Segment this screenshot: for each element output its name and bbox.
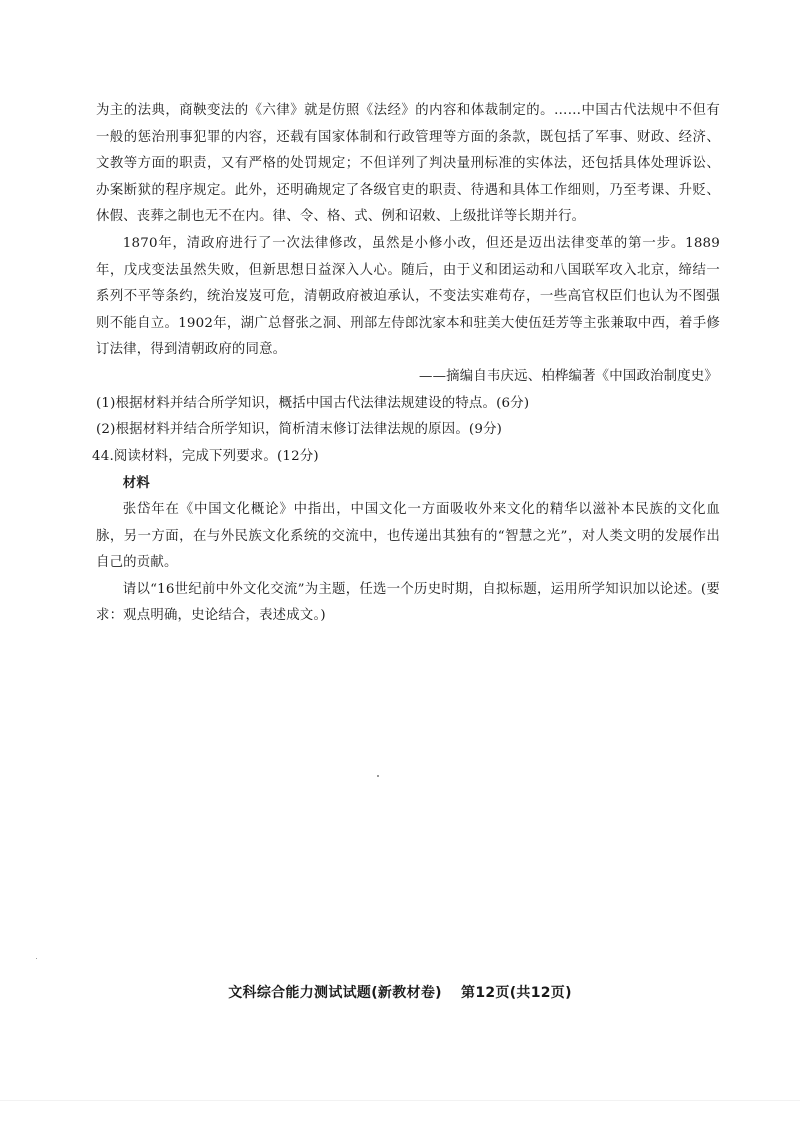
q43-subquestion-2: (2)根据材料并结合所学知识，简析清末修订法律法规的原因。(9分) [96,422,503,438]
q44-title: 44.阅读材料，完成下列要求。(12分) [92,448,319,464]
scan-speck [377,775,379,777]
material-paragraph-1: 为主的法典，商鞅变法的《六律》就是仿照《法经》的内容和体裁制定的。……中国古代法规中不但有一般的惩治刑事犯罪的内容，还载有国家体制和行政管理等方面的条款，既包括了军事、财政、经济、文教等方面的职责，又有严格的处罚规定；不但详列了判决量刑标准的实体法，还包括具体处理诉讼、办案断狱的程序规定。此外，还明确规定了各级官吏的职责、待遇和具体工作细则，乃至考课、升贬、休假、丧葬之制也无不在内。律、令、格、式、例和诏敕、上级批详等长期并行。 [96,103,720,225]
q43-subquestion-1: (1)根据材料并结合所学知识，概括中国古代法律法规建设的特点。(6分) [96,395,530,411]
material-source: ——摘编自韦庆远、柏桦编著《中国政治制度史》 [419,368,718,384]
page-content [92,98,720,630]
page-footer [0,982,800,1002]
scan-speck [36,958,37,959]
scan-bottom-edge [0,1100,800,1101]
q44-material-label: 材料 [122,475,150,492]
q43-subquestions [96,391,720,444]
q44-prompt: 请以“16世纪前中外文化交流”为主题，任选一个历史时期，自拟标题，运用所学知识加以论述。(要求：观点明确，史论结合，表述成文。) [96,581,720,624]
q44-material-text: 张岱年在《中国文化概论》中指出，中国文化一方面吸收外来文化的精华以滋补本民族的文化血脉，另一方面，在与外民族文化系统的交流中，也传递出其独有的“智慧之光”，对人类文明的发展作出自己的贡献。 [96,501,720,571]
footer-exam-title: 文科综合能力测试试题(新教材卷) [228,985,442,1001]
material-paragraph-2: 1870年，清政府进行了一次法律修改，虽然是小修小改，但还是迈出法律变革的第一步。1889年，戊戌变法虽然失败，但新思想日益深入人心。随后，由于义和团运动和八国联军攻入北京，缔结一系列不平等条约，统治岌岌可危，清朝政府被迫承认，不变法实难苟存，一些高官权臣们也认为不图强则不能自立。1902年，湖广总督张之洞、刑部左侍郎沈家本和驻美大使伍廷芳等主张兼取中西，着手修订法律，得到清朝政府的同意。 [96,235,720,358]
footer-page-info: 第12页(共12页) [461,985,572,1001]
